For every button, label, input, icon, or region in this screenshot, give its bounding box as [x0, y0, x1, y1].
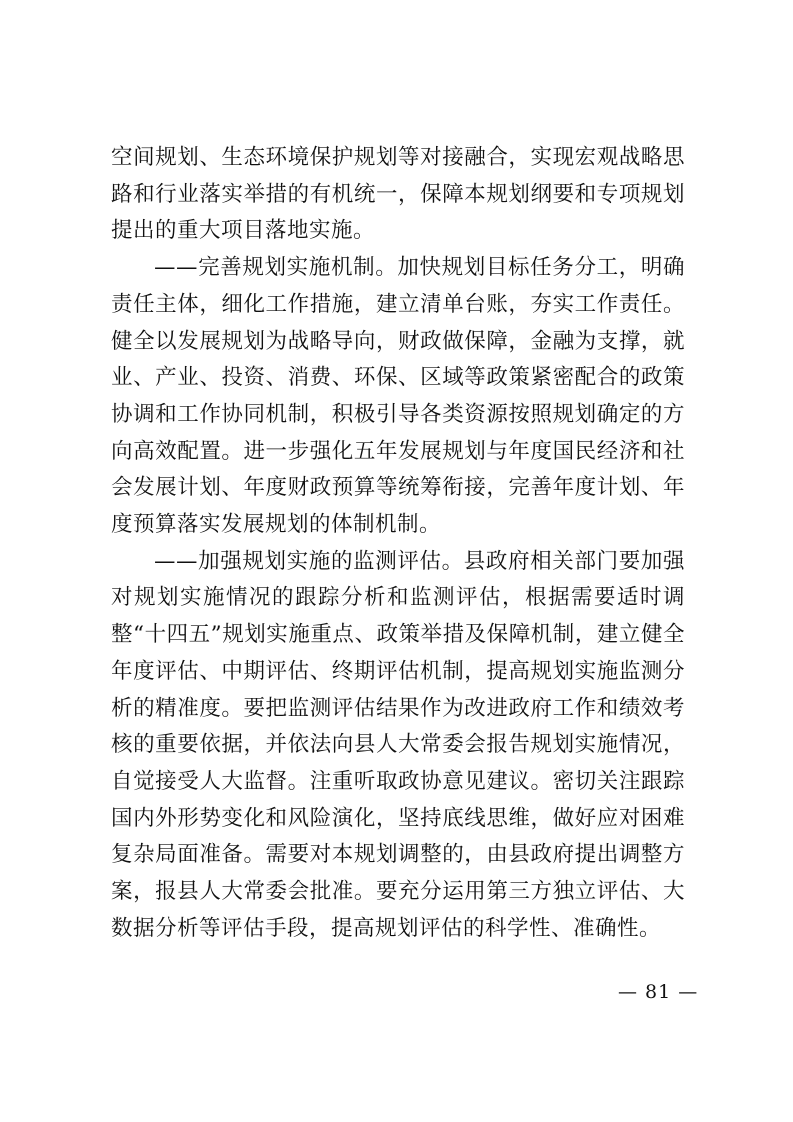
paragraph-heading: ——加强规划实施的监测评估。 [154, 548, 464, 574]
paragraph-text: 县政府相关部门要加强对规划实施情况的跟踪分析和监测评估，根据需要适时调整“十四五”规划实施重点、政策举措及保障机制，建立健全年度评估、中期评估、终期评估机制，提高规划实施监测分析的精准度。要把监测评估结果作为改进政府工作和绩效考核的重要依据，并依法向县人大常委会报告规划实施情况，自觉接受人大监督。注重听取政协意见建议。密切关注跟踪国内外形势变化和风险演化，坚持底线思维，做好应对困难复杂局面准备。需要对本规划调整的，由县政府提出调整方案，报县人大常委会批准。要充分运用第三方独立评估、大数据分析等评估手段，提高规划评估的科学性、准确性。 [111, 548, 685, 941]
paragraph-heading: ——完善规划实施机制。 [154, 255, 398, 281]
page-number: — 81 — [618, 981, 699, 1003]
paragraph-implementation-mechanism [111, 250, 685, 544]
paragraph-continuation [111, 140, 685, 250]
paragraph-text: 空间规划、生态环境保护规划等对接融合，实现宏观战略思路和行业落实举措的有机统一，保障本规划纲要和专项规划提出的重大项目落地实施。 [111, 145, 685, 244]
paragraph-text: 加快规划目标任务分工，明确责任主体，细化工作措施，建立清单台账，夯实工作责任。健全以发展规划为战略导向，财政做保障，金融为支撑，就业、产业、投资、消费、环保、区域等政策紧密配合的政策协调和工作协同机制，积极引导各类资源按照规划确定的方向高效配置。进一步强化五年发展规划与年度国民经济和社会发展计划、年度财政预算等统筹衔接，完善年度计划、年度预算落实发展规划的体制机制。 [111, 255, 685, 538]
paragraph-monitoring-evaluation [111, 544, 685, 948]
body-text [111, 140, 685, 947]
